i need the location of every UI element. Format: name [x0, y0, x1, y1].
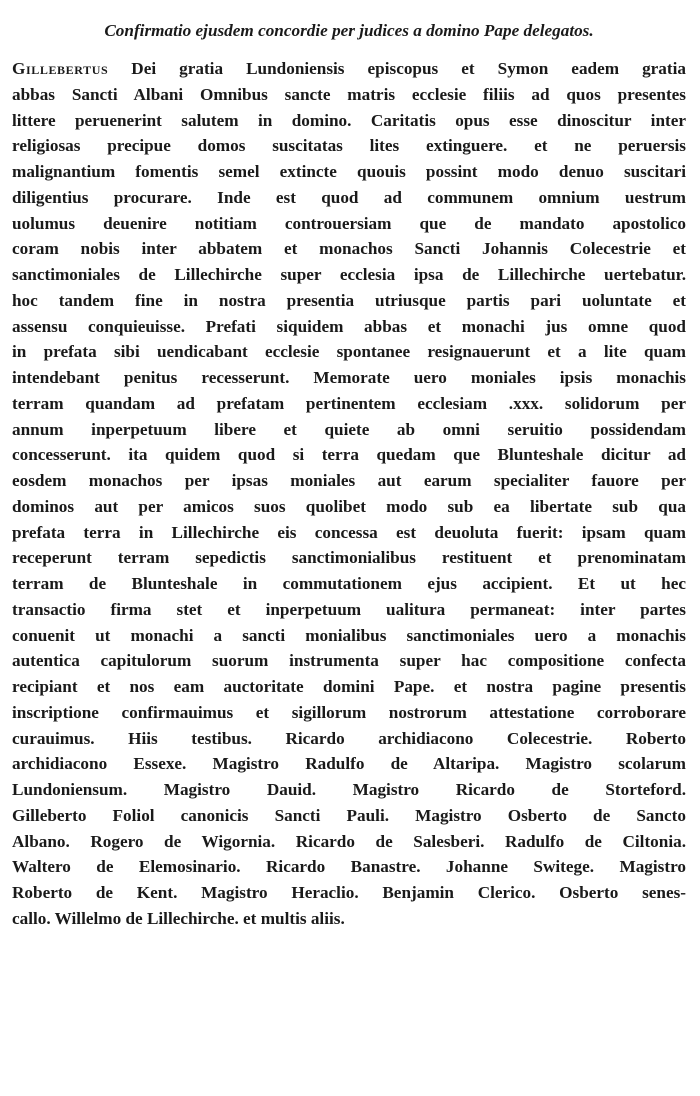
text-line: littere peruenerint salutem in domino. Caritatis opus esse dinoscitur inter: [12, 110, 686, 130]
opening-name: Gillebertus: [12, 59, 109, 78]
text-line: Waltero de Elemosinario. Ricardo Banastre. Johanne Switege. Magistro: [12, 857, 686, 877]
text-line: transactio firma stet et inperpetuum ualitura permaneat: inter partes: [12, 599, 686, 619]
text-line: sanctimoniales de Lillechirche super ecclesia ipsa de Lillechirche uertebatur.: [12, 265, 686, 284]
text-line: annum inperpetuum libere et quiete ab omni seruitio possidendam: [12, 419, 686, 439]
text-line: in prefata sibi uendicabant ecclesie spontanee resignauerunt et a lite quam: [12, 342, 686, 362]
text-line: conuenit ut monachi a sancti monialibus sanctimoniales uero a monachis: [12, 625, 686, 645]
text-line: prefata terra in Lillechirche eis concessa est deuoluta fuerit: ipsam quam: [12, 522, 686, 542]
text-line: coram nobis inter abbatem et monachos Sancti Johannis Colecestrie et: [12, 239, 686, 259]
text-line: autentica capitulorum suorum instrumenta super hac compositione confecta: [12, 651, 686, 671]
text-line: callo. Willelmo de Lillechirche. et multis aliis.: [12, 908, 345, 928]
text-line: intendebant penitus recesserunt. Memorate uero moniales ipsis monachis: [12, 368, 686, 387]
charter-text: [12, 56, 686, 932]
text-line: terram quandam ad prefatam pertinentem ecclesiam .xxx. solidorum per: [12, 393, 686, 413]
text-line: eosdem monachos per ipsas moniales aut earum specialiter fauore per: [12, 471, 686, 490]
text-line: uolumus deuenire notitiam controuersiam que de mandato apostolico: [12, 213, 686, 233]
text-line: dominos aut per amicos suos quolibet modo sub ea libertate sub qua: [12, 496, 686, 516]
text-line: Albano. Rogero de Wigornia. Ricardo de Salesberi. Radulfo de Ciltonia.: [12, 831, 686, 851]
text-line: receperunt terram sepedictis sanctimonialibus restituent et prenominatam: [12, 548, 686, 568]
text-line: abbas Sancti Albani Omnibus sancte matris ecclesie filiis ad quos presentes: [12, 84, 686, 104]
document-heading: Confirmatio ejusdem concordie per judices a domino Pape delegatos.: [104, 21, 594, 40]
text-line: assensu conquieuisse. Prefati siquidem abbas et monachi jus omne quod: [12, 316, 686, 336]
text-line: religiosas precipue domos suscitatas lites extinguere. et ne peruersis: [12, 136, 686, 156]
text-line: terram de Blunteshale in commutationem ejus accipient. Et ut hec: [12, 574, 686, 593]
text-line: Lundoniensum. Magistro Dauid. Magistro Ricardo de Storteford.: [12, 780, 686, 799]
document-page: [12, 20, 686, 932]
text-line: Gilleberto Foliol canonicis Sancti Pauli. Magistro Osberto de Sancto: [12, 805, 686, 825]
text-line: archidiacono Essexe. Magistro Radulfo de Altaripa. Magistro scolarum: [12, 754, 686, 774]
text-line: Roberto de Kent. Magistro Heraclio. Benjamin Clerico. Osberto senes-: [12, 883, 686, 902]
text-line: inscriptione confirmauimus et sigillorum nostrorum attestatione corroborare: [12, 702, 686, 722]
text-line: recipiant et nos eam auctoritate domini Pape. et nostra pagine presentis: [12, 677, 686, 696]
text-line: diligentius procurare. Inde est quod ad communem omnium uestrum: [12, 187, 686, 207]
text-line: malignantium fomentis semel extincte quouis possint modo denuo suscitari: [12, 162, 686, 181]
text-line: curauimus. Hiis testibus. Ricardo archidiacono Colecestrie. Roberto: [12, 728, 686, 748]
text-line: Gillebertus Dei gratia Lundoniensis episcopus et Symon eadem gratia: [12, 59, 686, 78]
text-line: hoc tandem fine in nostra presentia utriusque partis pari uoluntate et: [12, 290, 686, 310]
text-line: concesserunt. ita quidem quod si terra quedam que Blunteshale dicitur ad: [12, 445, 686, 465]
